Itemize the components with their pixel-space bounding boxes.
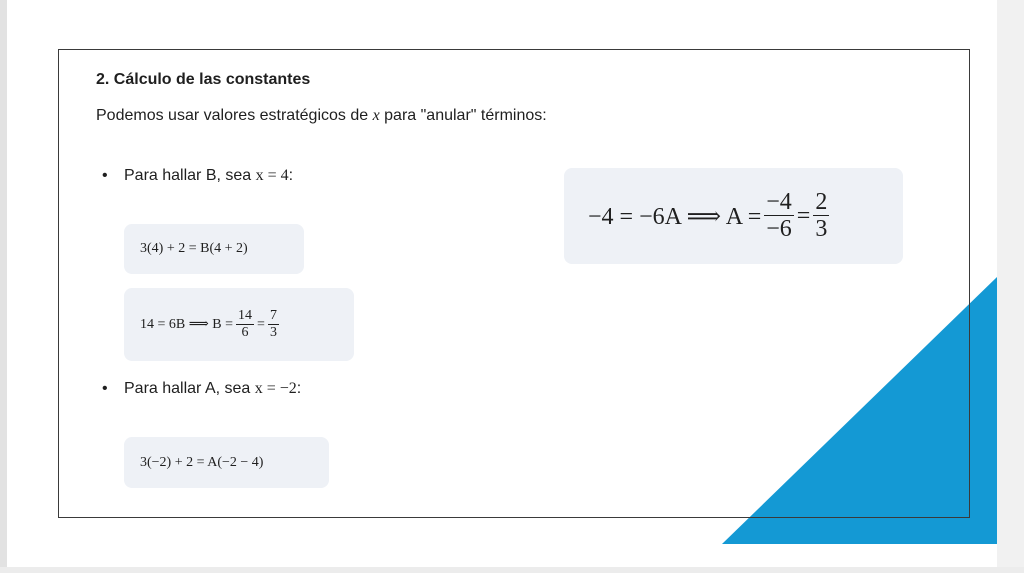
bullet-find-a <box>102 380 302 398</box>
fraction-denominator: 3 <box>269 324 277 340</box>
equation-a-substitution-text: 3(−2) + 2 = A(−2 − 4) <box>140 454 264 470</box>
bottom-edge-strip <box>0 567 1024 573</box>
intro-text-end: para "anular" términos: <box>379 107 547 124</box>
intro-variable: x <box>372 107 380 124</box>
bullet-find-a-text: Para hallar A, sea <box>124 380 255 397</box>
bullet-find-b-colon: : <box>288 167 294 184</box>
right-edge-strip <box>997 0 1024 573</box>
fraction-denominator: −6 <box>766 215 792 242</box>
fraction-7-3 <box>268 308 279 340</box>
left-edge-strip <box>0 0 7 573</box>
fraction-numerator: 2 <box>815 188 828 215</box>
bullet-find-a-math: x = −2 <box>254 380 297 397</box>
fraction-denominator: 3 <box>815 215 828 242</box>
equation-a-substitution <box>124 437 329 488</box>
equation-b-left: 14 = 6B ⟹ B = <box>140 317 234 332</box>
fraction-14-6 <box>236 308 254 340</box>
fraction-2-3 <box>813 189 829 244</box>
equation-b-substitution-text: 3(4) + 2 = B(4 + 2) <box>140 241 248 256</box>
bullet-find-a-colon: : <box>296 380 302 397</box>
equation-b-result <box>124 288 354 361</box>
fraction-denominator: 6 <box>241 324 249 340</box>
bullet-find-b-math: x = 4 <box>255 167 289 184</box>
bullet-dot-icon: • <box>102 167 108 184</box>
fraction-numerator: 14 <box>238 308 253 324</box>
equation-b-substitution <box>124 224 304 274</box>
bullet-find-b <box>102 167 294 185</box>
fraction-minus4-minus6 <box>764 189 794 244</box>
bullet-dot-icon: • <box>102 380 108 397</box>
equals-sign: = <box>257 316 265 332</box>
section-heading: 2. Cálculo de las constantes <box>96 71 311 88</box>
bullet-find-b-text: Para hallar B, sea <box>124 167 256 184</box>
fraction-numerator: −4 <box>766 188 792 215</box>
equals-sign: = <box>796 202 811 229</box>
equation-a-result <box>564 168 903 264</box>
fraction-numerator: 7 <box>269 308 277 324</box>
intro-text-start: Podemos usar valores estratégicos de <box>96 107 373 124</box>
intro-paragraph <box>96 104 566 128</box>
equation-a-left: −4 = −6A ⟹ A = <box>588 203 762 230</box>
